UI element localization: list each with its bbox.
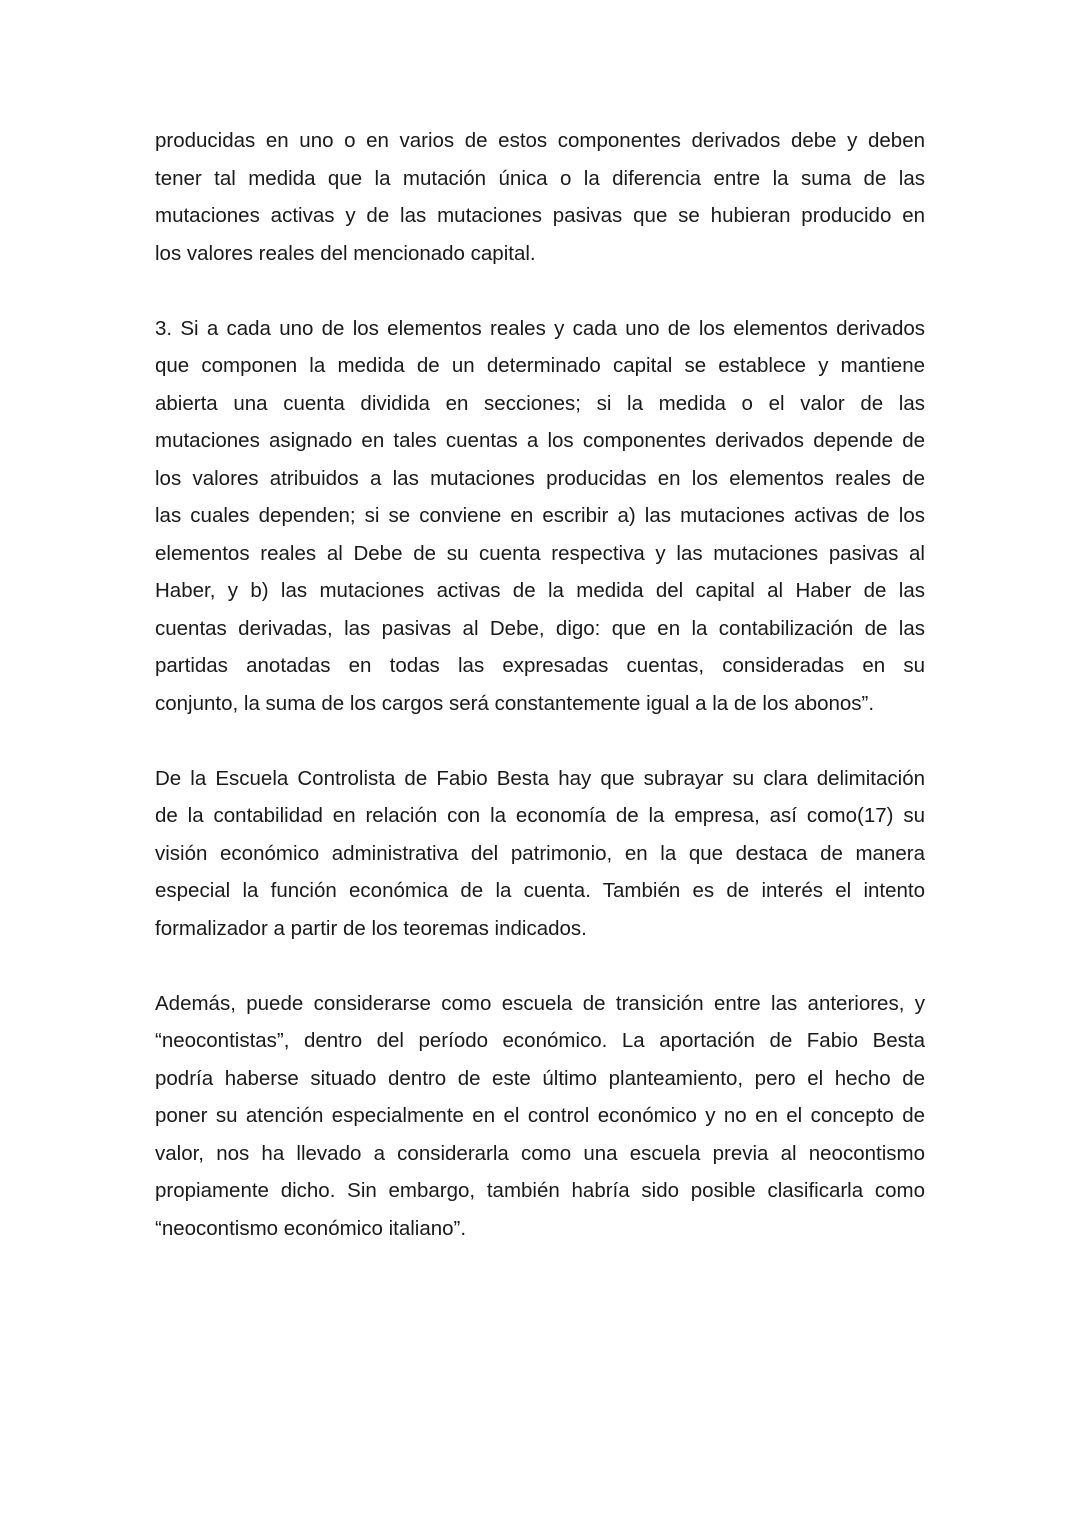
text-line: Haber, y b) las mutaciones activas de la medida del capital al Haber de las [155, 579, 925, 602]
text-line: visión económico administrativa del patrimonio, en la que destaca de manera [155, 841, 925, 865]
paragraph-escuela-controlista [155, 760, 925, 948]
text-line: poner su atención especialmente en el control económico y no en el concepto de [155, 1104, 925, 1127]
text-line: mutaciones activas y de las mutaciones pasivas que se hubieran producido en [155, 204, 925, 227]
text-line: mutaciones asignado en tales cuentas a los componentes derivados depende de [155, 429, 925, 452]
text-line: valor, nos ha llevado a considerarla como una escuela previa al neocontismo [155, 1141, 925, 1165]
text-line: que componen la medida de un determinado capital se establece y mantiene [155, 354, 925, 377]
text-line: 3. Si a cada uno de los elementos reales y cada uno de los elementos derivados [155, 316, 925, 340]
text-line: las cuales dependen; si se conviene en escribir a) las mutaciones activas de los [155, 504, 925, 527]
text-line: especial la función económica de la cuenta. También es de interés el intento [155, 879, 925, 902]
text-line: cuentas derivadas, las pasivas al Debe, digo: que en la contabilización de las [155, 616, 925, 640]
text-line: producidas en uno o en varios de estos componentes derivados debe y deben [155, 129, 925, 152]
text-line: los valores atribuidos a las mutaciones producidas en los elementos reales de [155, 466, 925, 490]
text-line: Además, puede considerarse como escuela de transición entre las anteriores, y [155, 991, 925, 1015]
text-line: de la contabilidad en relación con la economía de la empresa, así como(17) su [155, 804, 925, 827]
text-line: tener tal medida que la mutación única o la diferencia entre la suma de las [155, 166, 925, 190]
paragraph-theorem-continuation [155, 122, 925, 272]
text-line: conjunto, la suma de los cargos será constantemente igual a la de los abonos”. [155, 691, 875, 715]
paragraph-theorem-3 [155, 310, 925, 723]
text-line: “neocontistas”, dentro del período económico. La aportación de Fabio Besta [155, 1029, 925, 1052]
paragraph-escuela-transicion [155, 985, 925, 1248]
text-line: podría haberse situado dentro de este último planteamiento, pero el hecho de [155, 1066, 925, 1090]
text-line: los valores reales del mencionado capital. [155, 241, 536, 265]
text-line: “neocontismo económico italiano”. [155, 1216, 467, 1240]
text-line: formalizador a partir de los teoremas indicados. [155, 916, 587, 940]
document-page [155, 122, 925, 1285]
text-line: propiamente dicho. Sin embargo, también habría sido posible clasificarla como [155, 1179, 925, 1202]
text-line: abierta una cuenta dividida en secciones; si la medida o el valor de las [155, 391, 925, 415]
text-line: partidas anotadas en todas las expresadas cuentas, consideradas en su [155, 654, 925, 677]
text-line: De la Escuela Controlista de Fabio Besta hay que subrayar su clara delimitación [155, 766, 925, 790]
text-line: elementos reales al Debe de su cuenta respectiva y las mutaciones pasivas al [155, 541, 925, 565]
